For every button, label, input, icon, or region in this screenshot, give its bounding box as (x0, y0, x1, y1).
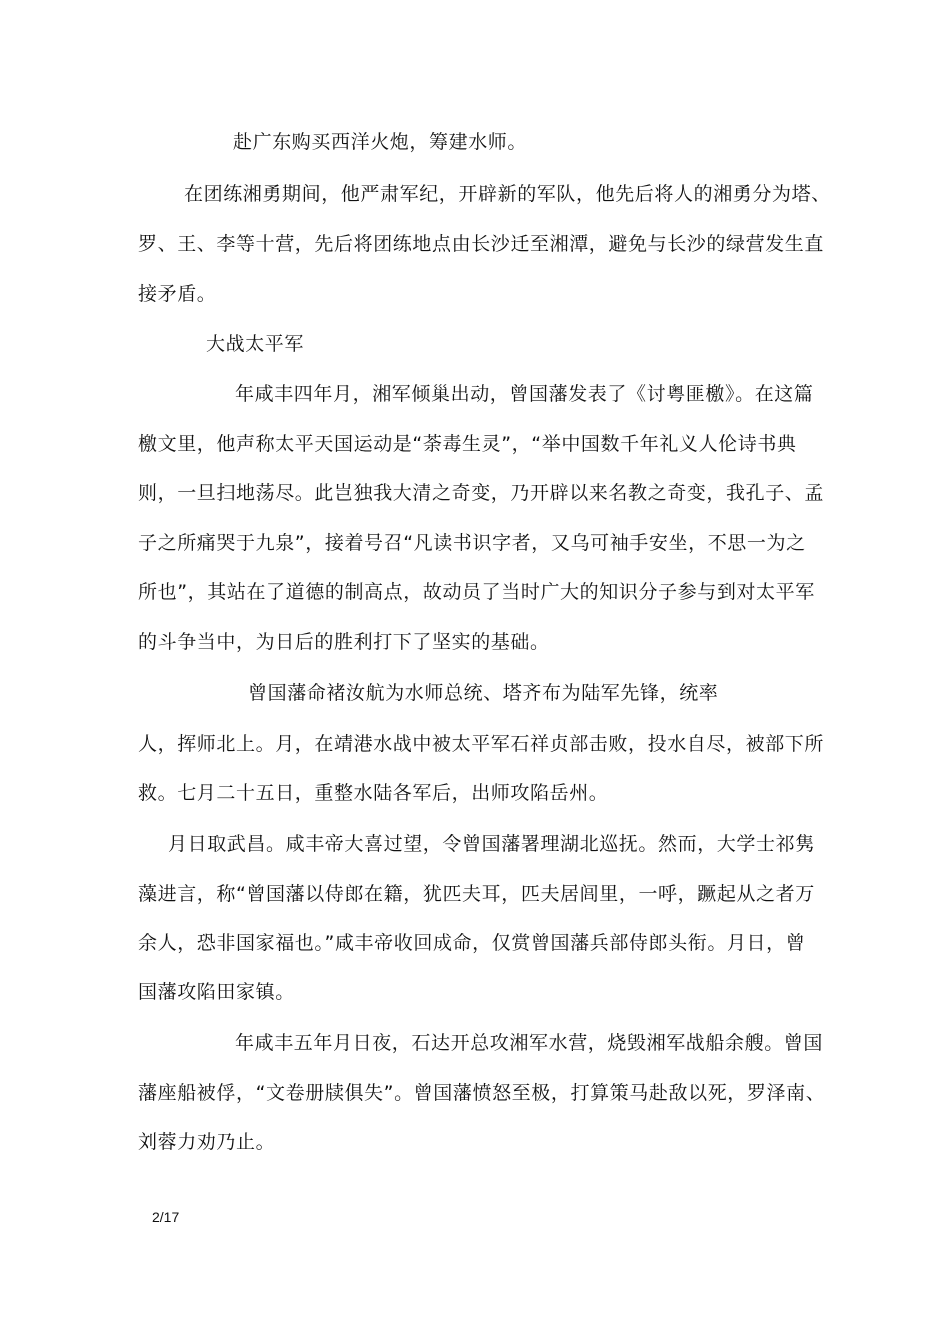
text-line: 檄文里，他声称太平天国运动是“荼毒生灵”，“举中国数千年礼义人伦诗书典 (138, 433, 797, 455)
text-line: 赴广东购买西洋火炮，筹建水师。 (233, 131, 528, 153)
text-line: 月日取武昌。咸丰帝大喜过望，令曾国藩署理湖北巡抚。然而，大学士祁隽 (168, 833, 815, 855)
text-line: 救。七月二十五日，重整水陆各军后，出师攻陷岳州。 (138, 782, 609, 804)
text-line: 刘蓉力劝乃止。 (138, 1131, 276, 1153)
text-line: 曾国藩命褚汝航为水师总统、塔齐布为陆军先锋，统率 (248, 682, 719, 704)
text-line: 罗、王、李等十营，先后将团练地点由长沙迁至湘潭，避免与长沙的绿营发生直 (138, 233, 825, 255)
text-line: 则，一旦扫地荡尽。此岂独我大清之奇变，乃开辟以来名教之奇变，我孔子、孟 (138, 482, 825, 504)
text-line: 藩座船被俘，“文卷册牍俱失”。曾国藩愤怒至极，打算策马赴敌以死，罗泽南、 (138, 1082, 826, 1104)
text-line: 在团练湘勇期间，他严肃军纪，开辟新的军队，他先后将人的湘勇分为塔、 (184, 183, 831, 205)
text-line: 年咸丰四年月，湘军倾巢出动，曾国藩发表了《讨粤匪檄》。在这篇 (235, 383, 814, 405)
text-line: 的斗争当中，为日后的胜利打下了坚实的基础。 (138, 631, 550, 653)
text-line: 人，挥师北上。月，在靖港水战中被太平军石祥贞部击败，投水自尽，被部下所 (138, 733, 825, 755)
page-number: 2/17 (152, 1209, 180, 1225)
text-line: 余人，恐非国家福也。”咸丰帝收回成命，仅赏曾国藩兵部侍郎头衔。月日，曾 (138, 932, 806, 954)
text-line: 藻进言，称“曾国藩以侍郎在籍，犹匹夫耳，匹夫居闾里，一呼，蹶起从之者万 (138, 883, 815, 905)
section-heading: 大战太平军 (206, 333, 305, 355)
text-line: 年咸丰五年月日夜，石达开总攻湘军水营，烧毁湘军战船余艘。曾国 (235, 1032, 824, 1054)
text-line: 接矛盾。 (138, 283, 217, 305)
text-line: 国藩攻陷田家镇。 (138, 981, 295, 1003)
text-line: 所也”，其站在了道德的制高点，故动员了当时广大的知识分子参与到对太平军 (138, 581, 815, 603)
text-line: 子之所痛哭于九泉”，接着号召“凡读书识字者，又乌可袖手安坐，不思一为之 (138, 532, 806, 554)
